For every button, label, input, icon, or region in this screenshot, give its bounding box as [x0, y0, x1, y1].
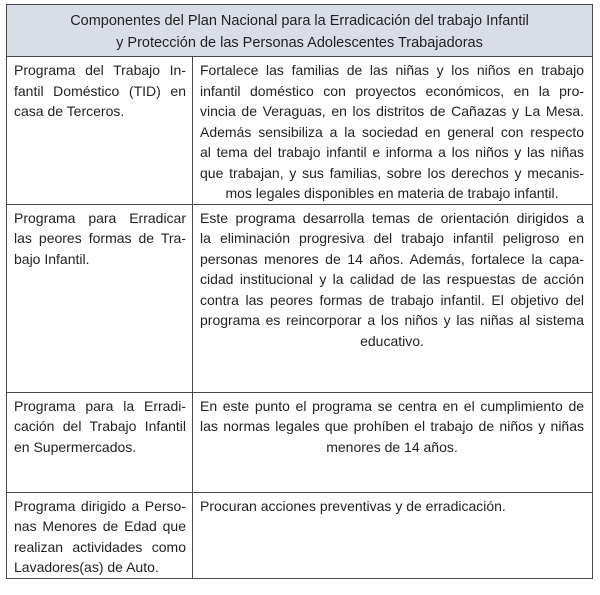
- description-line: infantil doméstico con proyectos económicos, en la pro-: [200, 82, 585, 99]
- program-name-cell: [7, 204, 193, 392]
- description-line: educativo.: [360, 332, 424, 349]
- program-name-line: bajo Infantil.: [14, 250, 90, 267]
- program-name-line: las peores formas de Tra-: [14, 230, 186, 246]
- components-table: [6, 4, 593, 579]
- program-name-line: casa de Terceros.: [14, 103, 125, 119]
- program-name-line: nas Menores de Edad que: [14, 518, 186, 534]
- description-line: Procuran acciones preventivas y de erradicación.: [200, 497, 506, 514]
- description-line: contra las peores formas de trabajo infantil. El objetivo del: [200, 291, 585, 308]
- program-name-cell: [7, 57, 193, 205]
- table-row: [7, 204, 593, 392]
- program-description-cell: [193, 392, 593, 492]
- description-line: Además sensibiliza a la sociedad en general con respecto: [200, 123, 585, 140]
- program-name-line: Programa para Erradicar: [14, 209, 186, 226]
- program-name-line: realizan actividades como: [14, 538, 186, 555]
- description-line: mos legales disponibles en materia de trabajo infantil.: [225, 185, 559, 201]
- program-name-line: Lavadores(as) de Auto.: [14, 559, 159, 575]
- table-row: [7, 57, 593, 205]
- program-name-line: Programa para la Erradi-: [14, 397, 186, 414]
- description-line: menores de 14 años.: [326, 438, 458, 455]
- program-name-line: Programa del Trabajo In-: [14, 62, 186, 78]
- program-description-cell: [193, 204, 593, 392]
- description-line: al tema del trabajo infantil e informa a los niños y las niñas: [200, 144, 585, 160]
- table-row: [7, 492, 593, 578]
- description-line: Fortalece las familias de las niñas y los niños en trabajo: [200, 62, 585, 78]
- program-description-cell: [193, 57, 593, 205]
- description-line: personas menores de 14 años. Además, fortalece la capa-: [200, 250, 585, 267]
- description-line: En este punto el programa se centra en el cumplimiento de: [200, 397, 585, 414]
- table-title-line-1: Componentes del Plan Nacional para la Erradicación del trabajo Infantil: [70, 13, 529, 29]
- table-title-line-2: y Protección de las Personas Adolescentes Trabajadoras: [116, 35, 483, 51]
- description-line: las normas legales que prohíben el trabajo de niños y niñas: [200, 418, 585, 434]
- program-name-line: en Supermercados.: [14, 438, 137, 455]
- table-row: [7, 392, 593, 492]
- description-line: que trabajan, y sus familias, sobre los derechos y mecanis-: [200, 164, 585, 181]
- description-line: la eliminación progresiva del trabajo infantil peligroso en: [200, 230, 585, 246]
- table-title: [7, 5, 593, 57]
- program-name-line: Programa dirigido a Perso-: [14, 497, 186, 514]
- description-line: vincia de Veraguas, en los distritos de Cañazas y La Mesa.: [200, 103, 585, 119]
- program-name-line: cación del Trabajo Infantil: [14, 418, 186, 434]
- description-line: cidad institucional y la calidad de las respuestas de acción: [200, 271, 585, 287]
- program-name-cell: [7, 492, 193, 578]
- description-line: Este programa desarrolla temas de orientación dirigidos a: [200, 209, 585, 226]
- program-name-cell: [7, 392, 193, 492]
- table-header-row: [7, 5, 593, 57]
- description-line: programa es reincorporar a los niños y las niñas al sistema: [200, 312, 585, 328]
- program-name-line: fantil Doméstico (TID) en: [14, 82, 186, 99]
- program-description-cell: [193, 492, 593, 578]
